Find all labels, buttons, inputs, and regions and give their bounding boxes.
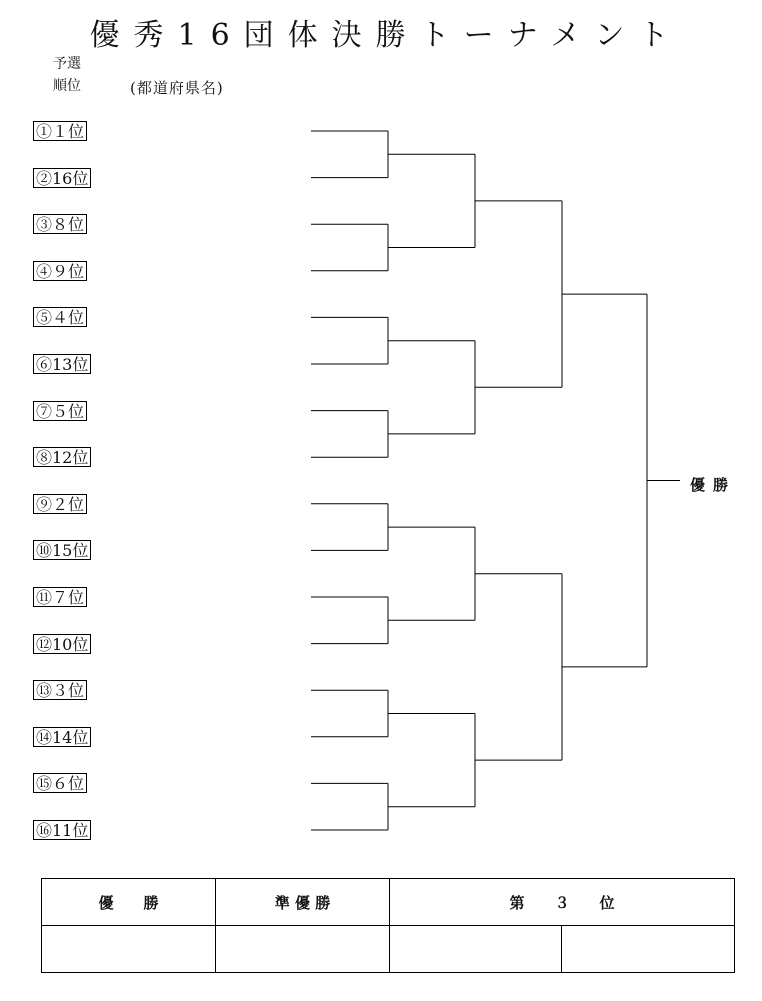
- third-place-header: 第 ３ 位: [390, 879, 735, 926]
- seed-label: ⑯11位: [33, 820, 91, 840]
- results-table: [41, 878, 735, 973]
- winner-header: 優 勝: [42, 879, 216, 926]
- seed-label: ⑪７位: [33, 587, 87, 607]
- seed-label: ⑫10位: [33, 634, 91, 654]
- prefecture-header: (都道府県名): [130, 79, 224, 97]
- seed-label: ③８位: [33, 214, 87, 234]
- seed-label: ⑧12位: [33, 447, 91, 467]
- runner-up-cell[interactable]: [216, 926, 390, 973]
- seed-label: ①１位: [33, 121, 87, 141]
- seed-label: ⑥13位: [33, 354, 91, 374]
- qualifying-header-line2: 順位: [53, 78, 81, 94]
- seed-label: ④９位: [33, 261, 87, 281]
- seed-label: ②16位: [33, 168, 91, 188]
- third-place-cell-2[interactable]: [562, 926, 735, 973]
- seed-label: ⑭14位: [33, 727, 91, 747]
- page-title: 優秀16団体決勝トーナメント: [89, 18, 683, 53]
- seed-label: ⑨２位: [33, 494, 87, 514]
- seed-label: ⑩15位: [33, 540, 91, 560]
- runner-up-header: 準 優 勝: [216, 879, 390, 926]
- champion-label: 優勝: [690, 476, 737, 494]
- seed-label: ⑦５位: [33, 401, 87, 421]
- third-place-cell-1[interactable]: [390, 926, 562, 973]
- seed-label: ⑬３位: [33, 680, 87, 700]
- seed-label: ⑮６位: [33, 773, 87, 793]
- winner-cell[interactable]: [42, 926, 216, 973]
- seed-label: ⑤４位: [33, 307, 87, 327]
- qualifying-header-line1: 予選: [53, 56, 81, 72]
